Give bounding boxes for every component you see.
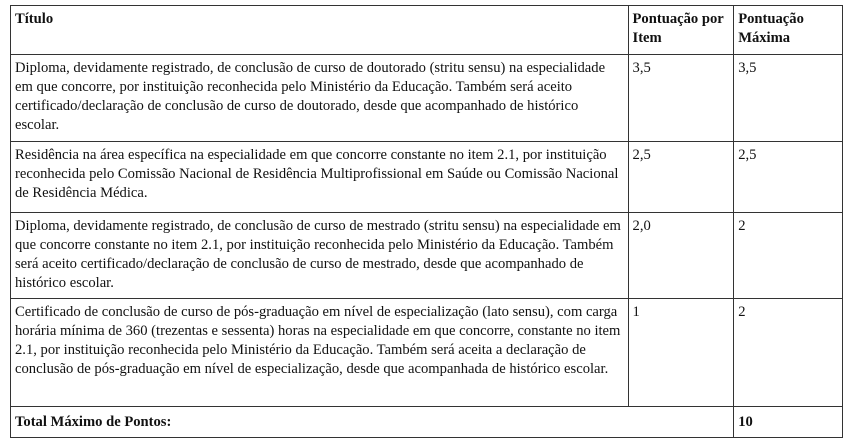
row-max-points: 2 [734,213,843,299]
row-points-per-item: 3,5 [628,55,734,142]
total-label: Total Máximo de Pontos: [11,407,734,438]
row-points-per-item: 2,5 [628,142,734,213]
row-points-per-item: 2,0 [628,213,734,299]
row-max-points: 3,5 [734,55,843,142]
scoring-table [10,5,843,438]
row-max-points: 2,5 [734,142,843,213]
total-row [11,407,843,438]
row-title: Diploma, devidamente registrado, de conclusão de curso de mestrado (stritu sensu) na especialidade em que concorre constante no item 2.1, por instituição reconhecida pelo Ministério da Educação. Também será aceito certificado/declaração de conclusão de curso de mestrado, desde que acompanhado de histórico escolar. [11,213,629,299]
row-title: Diploma, devidamente registrado, de conclusão de curso de doutorado (stritu sensu) na especialidade em que concorre, por instituição reconhecida pelo Ministério da Educação. Também será aceito certificado/declaração de conclusão de curso de doutorado, desde que acompanhado de histórico escolar. [11,55,629,142]
row-points-per-item: 1 [628,299,734,407]
row-title: Certificado de conclusão de curso de pós-graduação em nível de especialização (lato sensu), com carga horária mínima de 360 (trezentas e sessenta) horas na especialidade em que concorre, constante no item 2.1, por instituição reconhecida pelo Ministério da Educação. Também será aceita a declaração de conclusão de pós-graduação em nível de especialização, desde que acompanhada de histórico escolar. [11,299,629,407]
table-row [11,55,843,142]
table-row [11,213,843,299]
table-row [11,299,843,407]
total-value: 10 [734,407,843,438]
row-title: Residência na área específica na especialidade em que concorre constante no item 2.1, por instituição reconhecida pelo Comissão Nacional de Residência Multiprofissional em Saúde ou Comissão Nacional de Residência Médica. [11,142,629,213]
header-title: Título [11,6,629,55]
table-row [11,142,843,213]
row-max-points: 2 [734,299,843,407]
header-row [11,6,843,55]
header-max-points: Pontuação Máxima [734,6,843,55]
header-points-per-item: Pontuação por Item [628,6,734,55]
